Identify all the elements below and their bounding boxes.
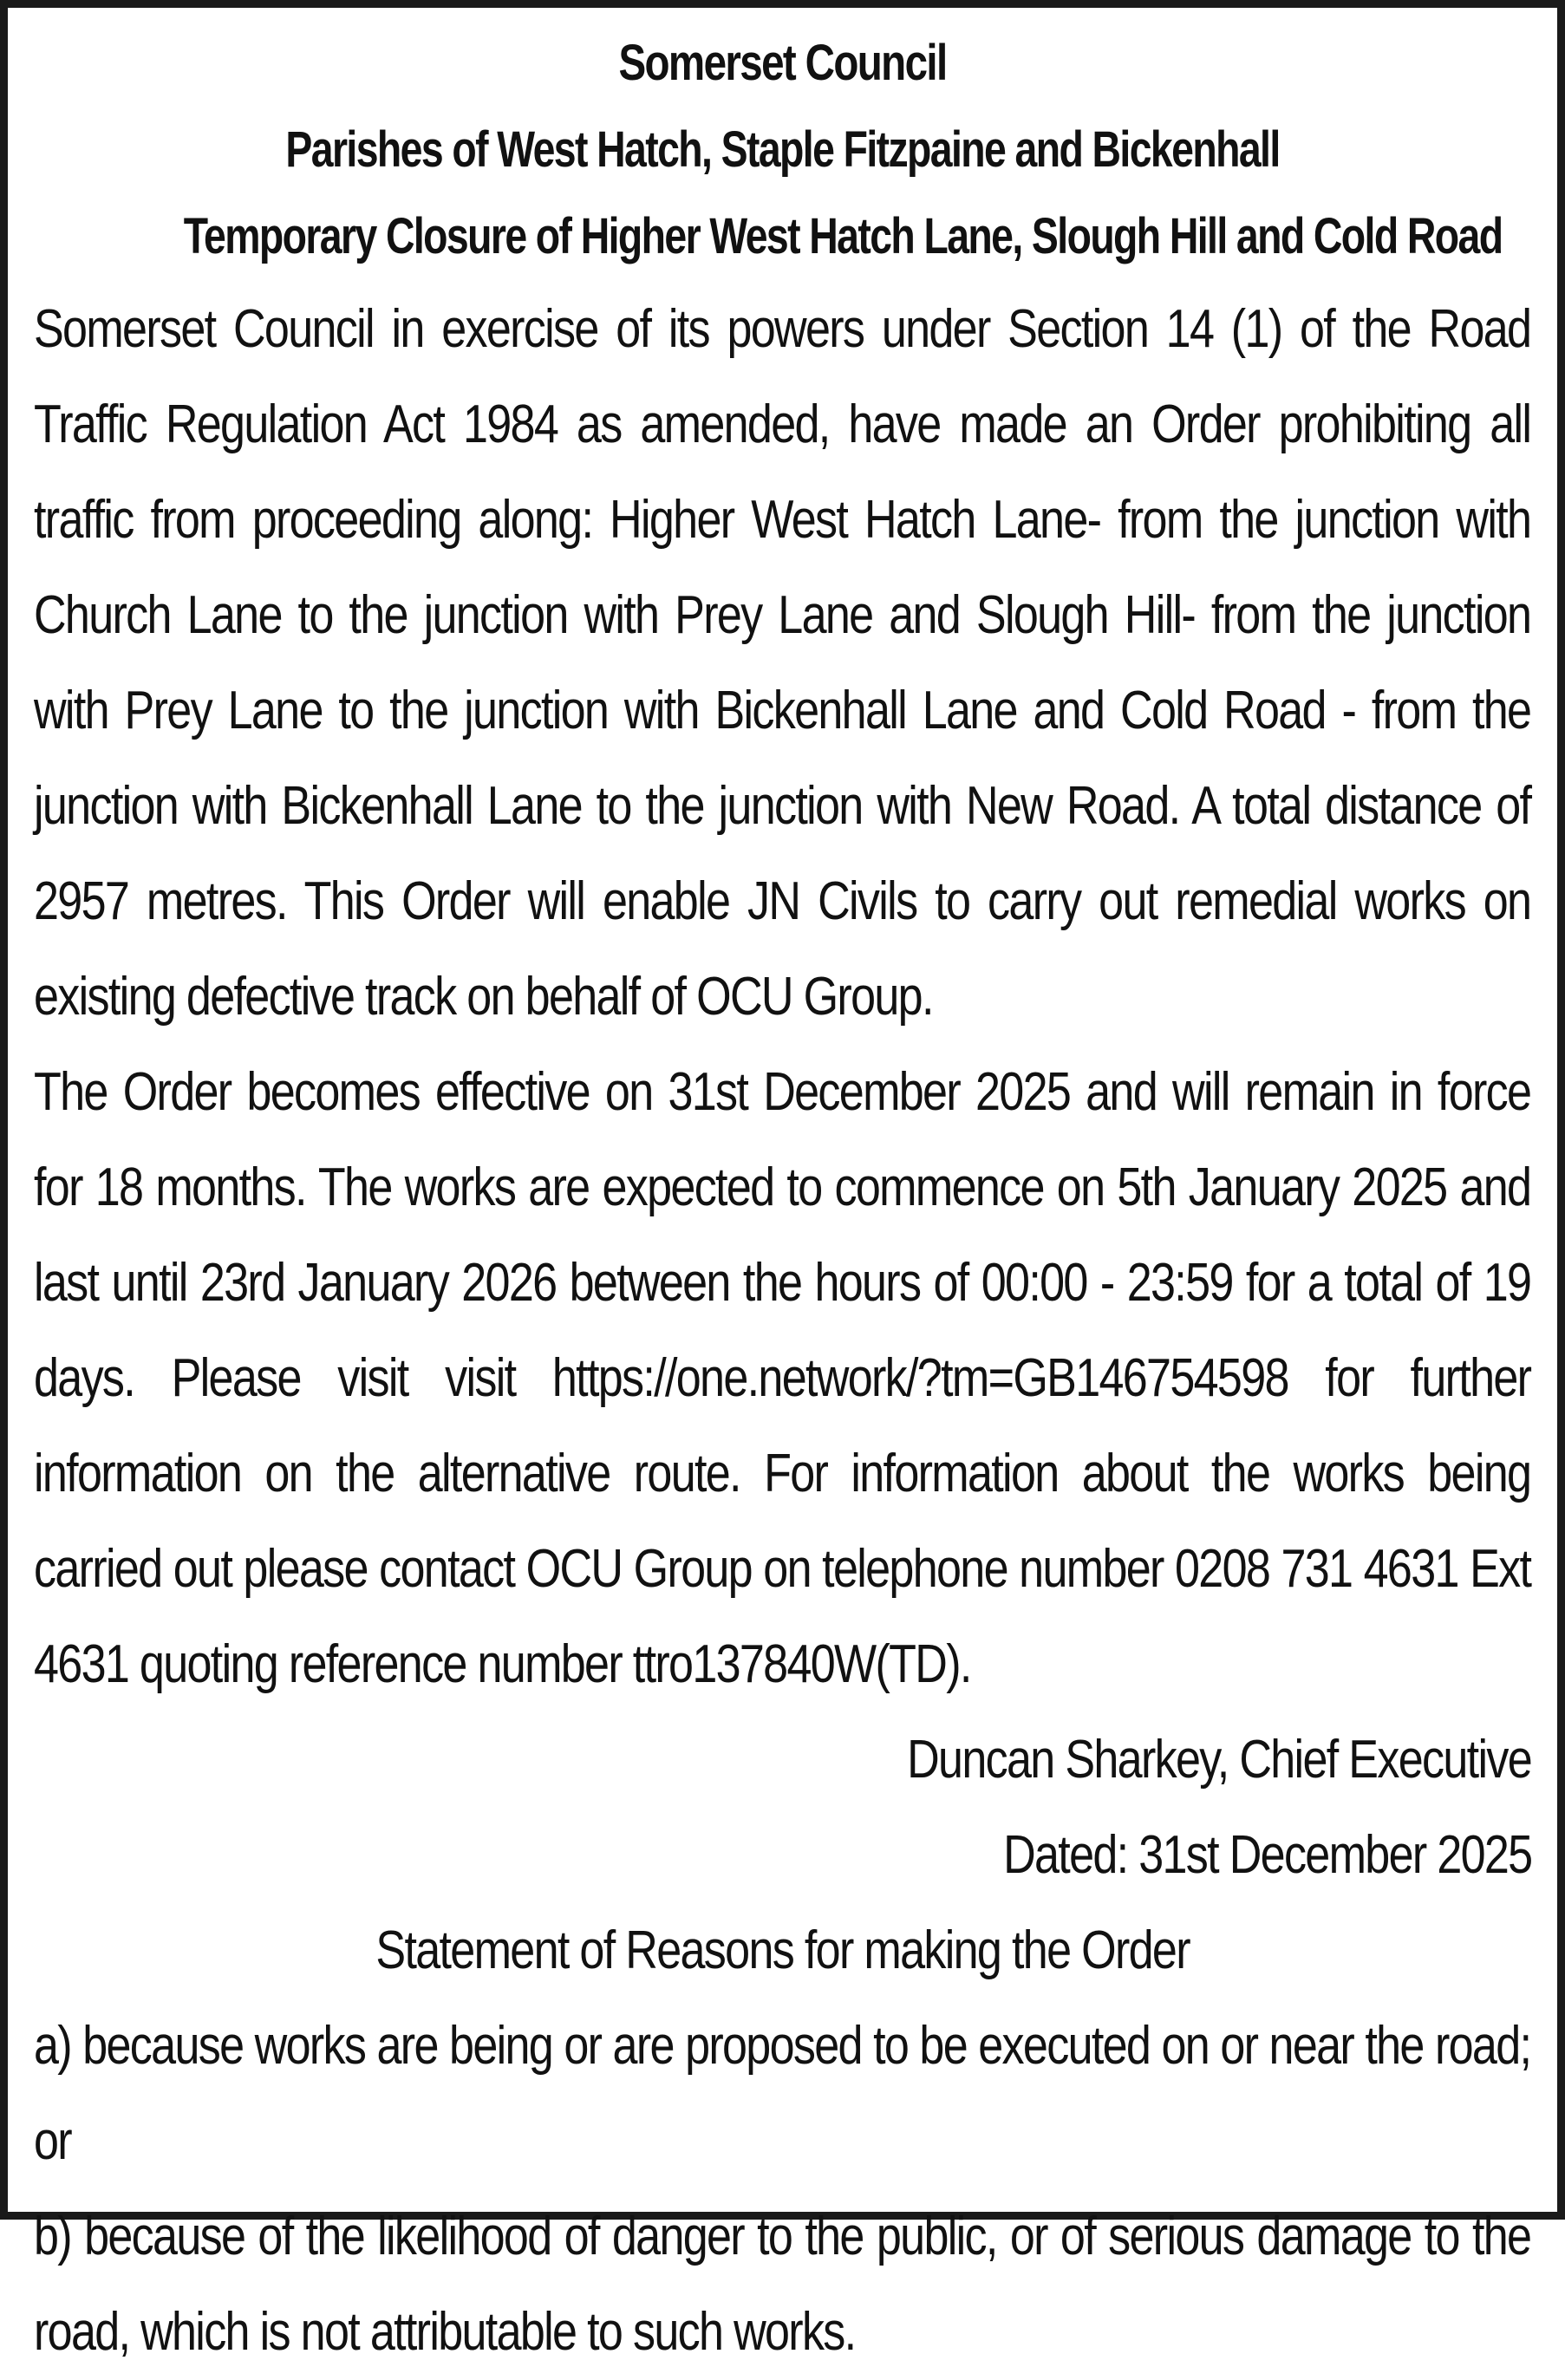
reasons-title-text: Statement of Reasons for making the Order: [375, 1920, 1190, 1980]
order-paragraph: Somerset Council in exercise of its powers under Section 14 (1) of the Road Traffic Regulation Act 1984 as amended, have made an Order prohibiting all traffic from proceeding along: Higher West Hatch Lane- from the junction with Church Lane to the junction with Prey Lane and Slough Hill- from the junction with Prey Lane to the junction with Bickenhall Lane and Cold Road - from the junction with Bickenhall Lane to the junction with New Road. A total distance of 2957 metres. This Order will enable JN Civils to carry out remedial works on existing defective track on behalf of OCU Group.: [34, 299, 1531, 1027]
reason-a: a) because works are being or are proposed to be executed on or near the road; or: [34, 2016, 1531, 2171]
reason-b: b) because of the likelihood of danger to the public, or of serious damage to the road, which is not attributable to such works.: [34, 2207, 1531, 2362]
dated-line: [34, 1808, 1531, 1903]
parishes-heading: Parishes of West Hatch, Staple Fitzpaine and Bickenhall: [285, 121, 1280, 178]
notice-headings: [34, 20, 1531, 280]
effective-paragraph: The Order becomes effective on 31st December 2025 and will remain in force for 18 months. The works are expected to commence on 5th January 2025 and last until 23rd January 2026 between the hours of 00:00 - 23:59 for a total of 19 days. Please visit visit https://one.network/?tm=GB146754598 for further information on the alternative route. For information about the works being carried out please contact OCU Group on telephone number 0208 731 4631 Ext 4631 quoting reference number ttro137840W(TD).: [34, 1062, 1531, 1694]
signatory-name-text: Duncan Sharkey, Chief Executive: [907, 1730, 1531, 1790]
dated-line-text: Dated: 31st December 2025: [1002, 1825, 1531, 1885]
signatory-name: [34, 1712, 1531, 1808]
reasons-title: [34, 1903, 1531, 1999]
closure-heading: Temporary Closure of Higher West Hatch Lane, Slough Hill and Cold Road: [183, 208, 1503, 264]
council-heading: Somerset Council: [618, 35, 947, 91]
